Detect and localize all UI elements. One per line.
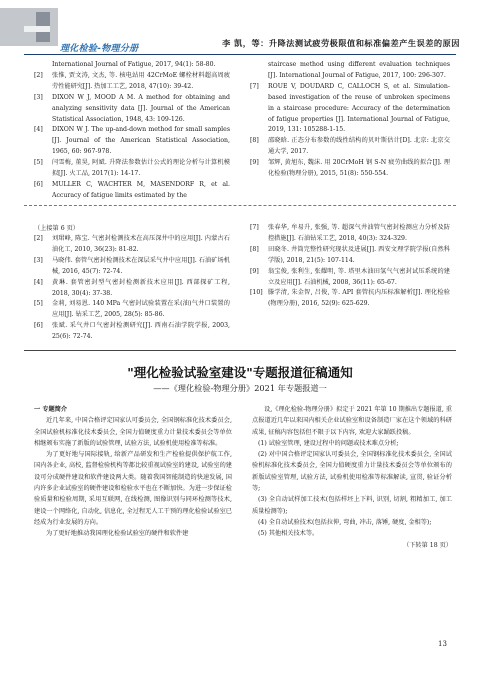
body-paragraph: 近几年来, 中国合格评定国家认可委员会, 全国钢标准化技术委员会, 全国试验机标准化技术委员会, 全国力值硬度重力计量技术委员会等单位相继颁布实施了新版的试验管理, 试验方法, 试验机使用检准等标准。 [34, 417, 232, 447]
reference-entry [34, 321, 230, 343]
reference-entry [34, 158, 230, 180]
reference-number: [2] [34, 71, 43, 79]
reference-number: [5] [34, 159, 43, 167]
reference-entry [34, 71, 230, 93]
reference-text: International Journal of Fatigue, 2017, 94(1): 58-80. [52, 61, 216, 68]
reference-number: [8] [250, 137, 259, 145]
section-divider-dashed [24, 205, 456, 206]
reference-text: 张斌. 采气井口气密封检测研究[J]. 西南石油学院学报, 2003, 25(6): 72-74. [52, 322, 230, 341]
reference-number: [2] [34, 235, 43, 242]
reference-number: [8] [250, 245, 259, 253]
reference-entry [250, 82, 450, 137]
reference-text: 闫雪梅, 董昊, 阿斌. 升降法参数估计公式的理论分析与计算机模拟[J]. 火工品, 2017(1): 14-17. [52, 159, 230, 178]
reference-text: MULLER C, WACHTER M, MASENDORF R, et al. Accuracy of fatigue limits estimated by the [52, 180, 230, 199]
reference-entry [34, 299, 230, 321]
notice-body-left [34, 404, 232, 540]
reference-text: ROUE V, DOUDARD C, CALLOCH S, et al. Simulation-based investigation of the reuse of unbroken specimens in a staircase procedure: Accuracy of the determination of fatigue properties [J]. International Journal of Fatigue, 2019, 131: 105288-1-15. [268, 82, 450, 134]
references-right-column [250, 60, 450, 180]
continued-from-label: （上接第 6 页） [34, 225, 79, 232]
topic-item: (3) 全自动试样加工技术(包括样坯上下料, 识别, 切割, 粗精加工, 加工质量检测等); [252, 496, 452, 515]
reference-entry [34, 125, 230, 158]
notice-title: "理化检验试验室建设"专题报道征稿通知 [127, 365, 353, 380]
notice-body-right [252, 404, 452, 551]
running-title: 李 凯，等：升降法测试疲劳极限值和标准偏差产生误差的原因 [222, 38, 460, 48]
reference-entry [250, 223, 450, 245]
references2-left-column [34, 234, 230, 343]
reference-number: [3] [34, 93, 43, 101]
reference-text: staircase method using different evaluation techniques [J]. International Journal of Fatigue, 2017, 100: 296-307. [268, 61, 450, 79]
reference-text: 田晓冬. 井筒完整性研究现状及进展[J]. 西安文理学院学报(自然科学版), 2018, 21(5): 107-114. [268, 245, 450, 264]
reference-text: 邹辉, 黄旭东, 魏沫. 用 20CrMoH 钢 S-N 疲劳曲线的拟合[J]. 理化检验(物理分册), 2015, 51(8): 550-554. [268, 159, 450, 178]
topic-item: (4) 全自动试验技术(包括拉伸, 弯曲, 冲击, 落锤, 硬度, 金相等); [258, 518, 432, 526]
reference-text: 张春华, 牟易升, 张强, 等. 超深气井油管气密封检测应力分析及防控措施[J]. 石油钻采工艺, 2018, 40(3): 324-329. [268, 224, 450, 242]
references-left-column [34, 60, 230, 202]
reference-entry [250, 136, 450, 158]
reference-number: [5] [34, 300, 43, 308]
continued-to-label: （下转第 18 页） [403, 541, 452, 549]
reference-entry [34, 180, 230, 202]
reference-number: [6] [34, 180, 43, 188]
reference-entry [250, 245, 450, 267]
reference-text: 滕学清, 朱金智, 吕俊, 等. API 套管抗内压标准解析[J]. 理化检验(物理分册), 2016, 52(9): 625-629. [268, 289, 450, 308]
reference-entry [34, 256, 230, 278]
reference-text: 翁宝俊, 张利生, 张耀明, 等. 塔里木油田氢气气密封试压系统的建立及应用[J]. 石油机械, 2008, 36(11): 65-67. [268, 267, 450, 286]
reference-number: [9] [250, 159, 259, 167]
reference-number: [9] [250, 267, 259, 275]
page-number: 13 [438, 640, 447, 648]
reference-number: [4] [34, 126, 43, 134]
reference-number: [6] [34, 322, 43, 330]
body-paragraph: 为了更好地与国际接轨, 给新产品研发和生产检验提供保护航工作, 国内各企业, 高校, 监督检验机构等都比较重视试验室的建设, 试验室的建设可分成硬件建设和软件建设两大类。随着我国智能制造的快速发展, 国内许多企业试验室的硬件建设和检验水平也在不断加快。为进一步保证检验质量和检验周期, 采用互联网, 在线检测, 图像识别与同环检测等技术, 建设一个网络化, 自动化, 信息化, 全过程无人工干预的理化检验试验室已经成为行业发展的方向。 [34, 451, 232, 526]
topic-item: (2) 对中国合格评定国家认可委员会, 全国钢标准化技术委员会, 全国试验机标准化技术委员会, 全国力值硬度重力计量技术委员会等单位颁布的新版试验室管理, 试验方法, 试验机使用检准等标准解读, 宣贯, 验证分析等; [252, 451, 452, 493]
reference-number: [3] [34, 256, 43, 264]
reference-text: 黄琳. 套管密封型气密封检测新技术应用[J]. 西部探矿工程, 2018, 30(4): 37-38. [52, 278, 230, 297]
body-paragraph: 为了更好地推动我国理化检验试验室的硬件和软件建 [46, 530, 189, 538]
logo-bar-horizontal [24, 26, 50, 32]
reference-number [34, 60, 52, 71]
reference-entry [250, 158, 450, 180]
section-heading: 一 专题简介 [34, 406, 68, 413]
reference-text: 金莉, 刘易恩. 140 MPa 气密封试验装置在采(油)气井口装置的应用[J]. 钻采工艺, 2005, 28(5): 85-86. [52, 300, 230, 319]
reference-number: [10] [250, 289, 263, 297]
references2-right-column [250, 223, 450, 310]
reference-text: 张惟, 贾文涛, 文杰, 等. 核电站用 42CrMoE 螺栓材料超高周疲劳性能研究[J]. 热加工工艺, 2018, 47(10): 39-42. [52, 71, 230, 90]
reference-number [250, 60, 268, 82]
journal-logo-mark [0, 8, 58, 46]
reference-entry [250, 288, 450, 310]
reference-text: DIXON W J, MOOD A M. A method for obtaining and analyzing sensitivity data [J]. Journal of the American Statistical Association, 1948, 43: 109-126. [52, 93, 230, 123]
reference-text: 邵晓晗. 正态分布参数的线性结构的贝叶斯估计[D]. 北京: 北京交通大学, 2017. [268, 137, 450, 156]
section-divider [24, 350, 456, 351]
reference-entry [34, 278, 230, 300]
reference-number: [4] [34, 278, 43, 286]
topic-item: (5) 其他相关技术等。 [258, 530, 319, 538]
reference-number: [7] [250, 82, 259, 90]
reference-text: DIXON W J. The up-and-down method for small samples [J]. Journal of the American Statistical Association, 1965, 60: 967-978. [52, 126, 230, 156]
reference-entry [250, 60, 450, 82]
topic-item: (1) 试验室管理, 建设过程中的问题或技术难点分析; [258, 439, 399, 447]
reference-entry [34, 234, 230, 256]
notice-subtitle: ——《理化检验-物理分册》2021 年专题报道一 [153, 383, 327, 393]
body-paragraph: 设,《理化检验-物理分册》拟定于 2021 年第 10 期推出专题报道, 重点报道近几年以来国内相关企业试验室和设备制造厂家在这个领域的科研成果, 征稿内容包括但不限于以下内容, 欢迎大家踊跃投稿。 [252, 406, 452, 436]
reference-entry [34, 60, 230, 71]
reference-text: 马晓伟. 套管气密封检测技术在深层采气井中应用[J]. 石油矿场机械, 2016, 45(7): 72-74. [52, 256, 230, 275]
reference-entry [250, 267, 450, 289]
journal-logo-text: 理化检验-物理分册 [60, 44, 139, 54]
header-rule [24, 54, 456, 55]
reference-text: 刘珺峰, 陈宝. 气密封检测技术在高压深井中的应用[J]. 内蒙古石油化工, 2010, 36(23): 81-82. [52, 235, 230, 253]
reference-entry [34, 93, 230, 126]
reference-number: [7] [250, 224, 259, 231]
